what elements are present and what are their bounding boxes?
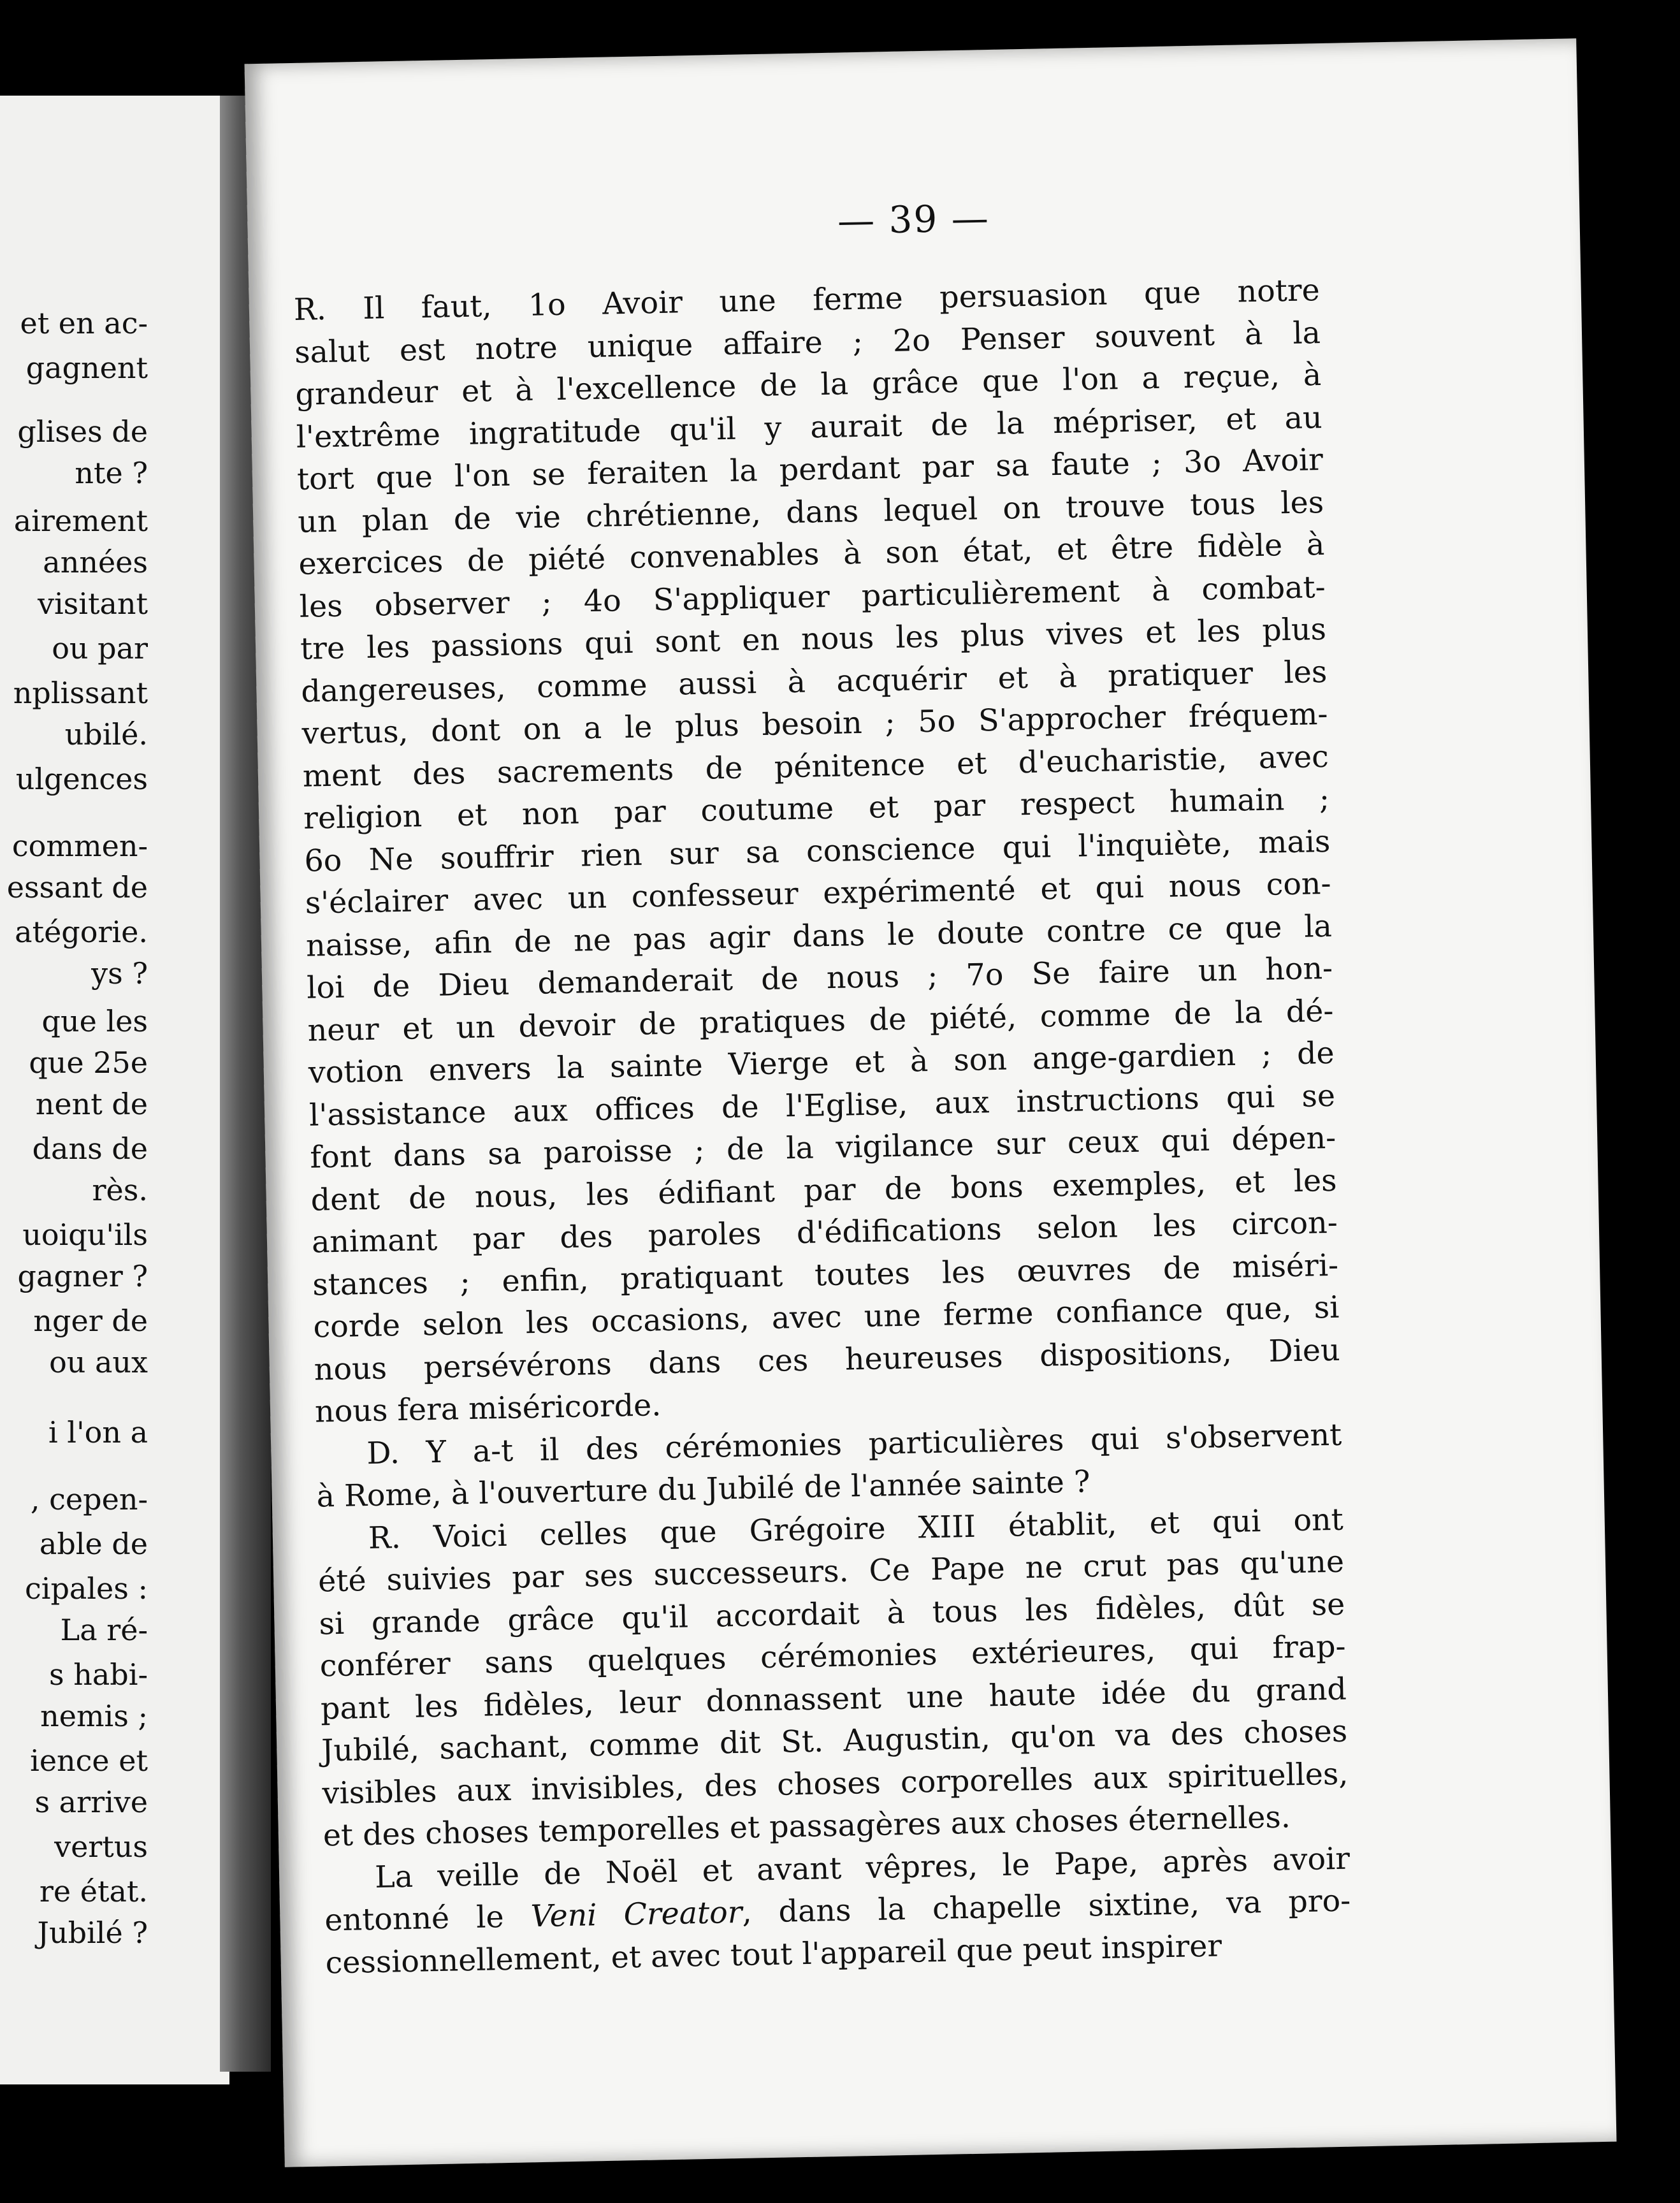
text-line: naisse, afin de ne pas agir dans le doute contre ce que la	[305, 908, 1333, 964]
left-fragment-line: airement	[13, 504, 148, 538]
text-line: et des choses temporelles et passagères aux choses éternelles.	[322, 1799, 1291, 1854]
text-line: stances ; enfin, pratiquant toutes les œuvres de miséri-	[312, 1247, 1339, 1303]
answer-paragraph-2	[317, 1499, 1349, 1858]
left-fragment-line: Jubilé ?	[37, 1916, 148, 1950]
text-line: un plan de vie chrétienne, dans lequel on trouve tous les	[297, 484, 1324, 540]
narrative-paragraph	[324, 1838, 1352, 1984]
left-fragment-line: visitant	[37, 586, 148, 621]
left-fragment-line: ou par	[52, 631, 148, 665]
text-line: religion et non par coutume et par respect humain ;	[303, 781, 1330, 836]
left-fragment-line: able de	[39, 1527, 148, 1561]
text-line: corde selon les occasions, avec une ferme confiance que, si	[313, 1290, 1340, 1345]
text-line: visibles aux invisibles, des choses corporelles aux spirituelles,	[322, 1756, 1349, 1812]
text-line: si grande grâce qu'il accordait à tous les fidèles, dût se	[318, 1587, 1345, 1642]
text-line: salut est notre unique affaire ; 2o Penser souvent à la	[294, 315, 1321, 370]
left-fragment-line: années	[43, 545, 148, 579]
page-number: — 39 —	[837, 196, 990, 243]
left-fragment-line: uoiqu'ils	[22, 1218, 148, 1252]
text-line: loi de Dieu demanderait de nous ; 7o Se faire un hon-	[306, 950, 1333, 1006]
text-line: animant par des paroles d'édifications selon les circon-	[311, 1205, 1338, 1260]
right-page	[245, 38, 1617, 2167]
left-fragment-line: s arrive	[34, 1785, 148, 1819]
text-line: tre les passions qui sont en nous les plus vives et les plus	[300, 611, 1327, 667]
left-fragment-line: La ré-	[60, 1613, 148, 1647]
text-line: La veille de Noël et avant vêpres, le Pape, après avoir	[374, 1841, 1351, 1895]
text-line: tort que l'on se feraiten la perdant par sa faute ; 3o Avoir	[296, 442, 1324, 497]
text-line: 6o Ne souffrir rien sur sa conscience qui l'inquiète, mais	[304, 824, 1331, 879]
text-line: font dans sa paroisse ; de la vigilance sur ceux qui dépen-	[309, 1120, 1336, 1175]
left-facing-page	[0, 96, 229, 2084]
text-line: nous fera miséricorde.	[314, 1388, 662, 1430]
left-fragment-line: re état.	[39, 1874, 148, 1909]
text-line: D. Y a-t il des cérémonies particulières qui s'observent	[366, 1417, 1342, 1471]
text-line: les observer ; 4o S'appliquer particulièrement à combat-	[299, 569, 1326, 625]
left-fragment-line: cipales :	[24, 1571, 148, 1606]
left-fragment-line: nplissant	[13, 676, 148, 710]
left-fragment-line: ys ?	[91, 956, 148, 991]
left-fragment-line: , cepen-	[30, 1482, 148, 1516]
text-line: R. Il faut, 1o Avoir une ferme persuasion que notre	[293, 273, 1321, 328]
left-fragment-line: ulgences	[15, 762, 148, 796]
left-fragment-line: et en ac-	[20, 306, 148, 340]
left-fragment-line: gagnent	[25, 351, 148, 385]
left-fragment-line: s habi-	[49, 1657, 148, 1692]
text-segment: , dans la chapelle sixtine, va pro-	[741, 1883, 1351, 1930]
left-fragment-line: nent de	[35, 1087, 148, 1121]
answer-paragraph-1	[293, 270, 1341, 1434]
text-line: été suivies par ses successeurs. Ce Pape ne crut pas qu'une	[317, 1544, 1345, 1599]
text-line: exercices de piété convenables à son état, et être fidèle à	[298, 527, 1325, 582]
left-fragment-line: essant de	[6, 870, 148, 905]
left-fragment-line: nger de	[33, 1304, 148, 1338]
hymn-title: Veni Creator	[530, 1894, 742, 1935]
text-line: l'assistance aux offices de l'Eglise, aux instructions qui se	[308, 1078, 1336, 1133]
left-fragment-line: rès.	[92, 1173, 148, 1207]
text-line: dangereuses, comme aussi à acquérir et à pratiquer les	[300, 654, 1328, 709]
left-fragment-line: ubilé.	[64, 717, 148, 752]
left-fragment-line: nemis ;	[40, 1699, 148, 1733]
left-fragment-line: glises de	[17, 414, 148, 449]
text-line: pant les fidèles, leur donnassent une haute idée du grand	[320, 1671, 1347, 1727]
text-line: neur et un devoir de pratiques de piété, comme de la dé-	[307, 993, 1334, 1049]
text-line: cessionnellement, et avec tout l'appareil que peut inspirer	[325, 1928, 1222, 1981]
text-line: ment des sacrements de pénitence et d'eucharistie, avec	[302, 739, 1329, 794]
text-line: grandeur et à l'excellence de la grâce que l'on a reçue, à	[294, 358, 1322, 412]
left-fragment-line: ou aux	[49, 1345, 148, 1379]
text-line: conférer sans quelques cérémonies extérieures, qui frap-	[319, 1629, 1347, 1684]
left-fragment-line: dans de	[32, 1131, 148, 1166]
text-line: nous persévérons dans ces heureuses dispositions, Dieu	[314, 1332, 1341, 1388]
text-line: vertus, dont on a le plus besoin ; 5o S'approcher fréquem-	[301, 696, 1328, 752]
left-fragment-line: vertus	[54, 1829, 148, 1864]
text-line: s'éclairer avec un confesseur expérimenté et qui nous con-	[305, 866, 1332, 921]
left-fragment-line: que 25e	[29, 1045, 148, 1080]
left-fragment-line: nte ?	[75, 456, 148, 490]
left-fragment-line: que les	[41, 1004, 148, 1038]
text-line: R. Voici celles que Grégoire XIII établit, et qui ont	[368, 1502, 1344, 1556]
left-fragment-line: commen-	[11, 829, 148, 863]
text-line: l'extrême ingratitude qu'il y aurait de la mépriser, et au	[296, 400, 1323, 455]
left-fragment-line: atégorie.	[15, 915, 148, 949]
text-line: dent de nous, les édifiant par de bons exemples, et les	[310, 1163, 1337, 1218]
left-fragment-line: ience et	[30, 1743, 148, 1778]
left-fragment-line: i l'on a	[48, 1415, 148, 1450]
text-segment: entonné le	[324, 1899, 532, 1938]
text-line: Jubilé, sachant, comme dit St. Augustin, qu'on va des choses	[321, 1713, 1348, 1769]
text-line: à Rome, à l'ouverture du Jubilé de l'année sainte ?	[316, 1464, 1090, 1515]
text-line: votion envers la sainte Vierge et à son ange-gardien ; de	[308, 1035, 1335, 1091]
left-fragment-line: gagner ?	[17, 1259, 148, 1293]
page-body	[293, 270, 1352, 1984]
